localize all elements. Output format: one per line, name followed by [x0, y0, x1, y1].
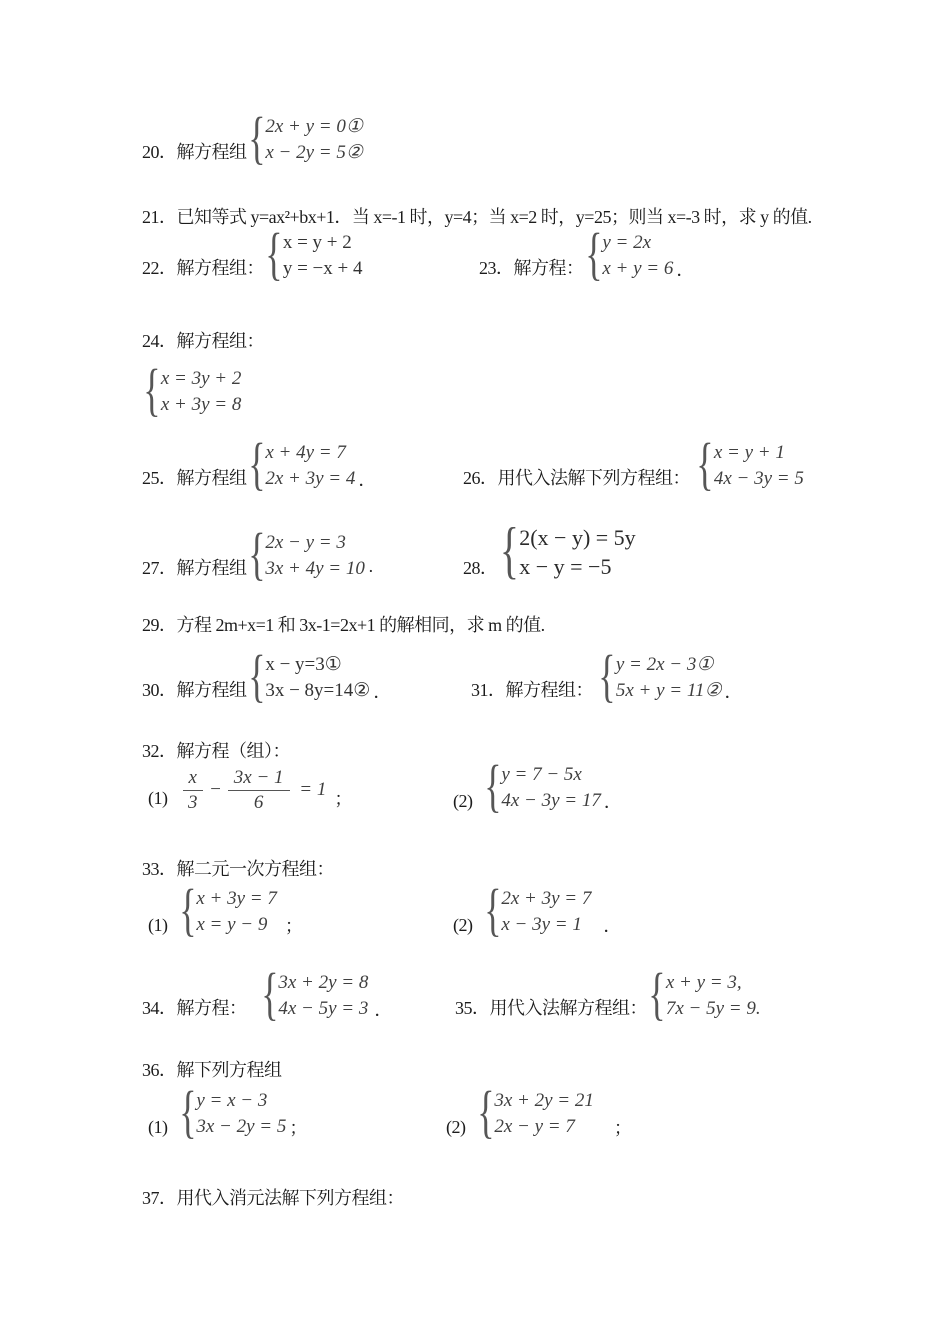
problem-26	[463, 431, 804, 496]
equation-line-1: 2(x − y) = 5y	[519, 525, 636, 551]
system-tail: ；	[284, 916, 303, 937]
problem-text: 已知等式 y=ax²+bx+1．当 x=-1 时，y=4；当 x=2 时，y=25；则当 x=-3 时，求 y 的值.	[176, 207, 812, 227]
problem-24	[142, 327, 264, 353]
problem-32-part-2	[453, 753, 622, 818]
fraction	[183, 766, 203, 814]
equation-line-2: 3x − 2y = 5	[196, 1115, 287, 1137]
equation-line-1: x + 4y = 7	[265, 441, 346, 463]
problem-text: 方程 2m+x=1 和 3x-1=2x+1 的解相同，求 m 的值.	[176, 615, 545, 635]
system-brace: {	[265, 221, 283, 286]
system-tail: ．	[374, 1000, 393, 1021]
equation-system	[247, 521, 374, 586]
equation-line-1: x = y + 1	[713, 441, 785, 463]
system-brace: {	[247, 521, 266, 586]
equation-line-2: x + y = 6	[602, 257, 674, 279]
problem-label: 解方程组：	[505, 680, 593, 701]
problem-label: 解方程组	[176, 680, 247, 701]
equation-column	[519, 523, 635, 581]
equation-column	[602, 230, 673, 282]
system-brace: {	[598, 643, 616, 708]
system-tail: ；	[613, 1118, 632, 1139]
problem-24-system	[142, 357, 242, 422]
fraction-numerator: 3x − 1	[228, 766, 290, 791]
equation-line-1: x − y=3①	[265, 653, 342, 675]
problem-28	[463, 514, 636, 585]
system-tail: ．	[373, 682, 392, 703]
operator-minus: −	[208, 779, 222, 800]
system-brace: {	[178, 877, 197, 942]
part-label: (2)	[453, 915, 473, 936]
problem-label: 解方程组	[176, 468, 247, 489]
fraction-numerator: x	[183, 766, 203, 791]
system-tail: ．	[358, 470, 377, 491]
problem-number: 31．	[471, 680, 506, 701]
equation-column	[265, 114, 363, 166]
equation-line-1: x = 3y + 2	[160, 367, 242, 389]
equation-line-1: x = y + 2	[282, 231, 352, 253]
equation-line-2: 3x + 4y = 10	[265, 557, 365, 579]
problem-label: 解方程（组）：	[176, 741, 290, 761]
equation-system	[247, 643, 392, 708]
equation-line-2: 3x − 8y=14②	[265, 679, 371, 701]
system-tail: ．	[724, 682, 743, 703]
problem-label: 解方程组	[176, 142, 247, 163]
equation-column	[265, 440, 355, 492]
problem-label: 用代入法解方程组：	[489, 998, 647, 1019]
equation-line-2: x + 3y = 8	[160, 393, 242, 415]
equation-line-2: x − 3y = 1	[501, 913, 582, 935]
problem-36	[142, 1056, 282, 1082]
equation-line-2: x = y − 9	[196, 913, 268, 935]
problem-number: 29．	[142, 615, 177, 635]
problem-31	[471, 643, 743, 708]
problem-32-part-1	[148, 766, 352, 814]
problem-30	[142, 643, 392, 708]
system-brace: {	[584, 221, 603, 286]
problem-label: 解方程组：	[176, 331, 264, 351]
equation-column	[714, 440, 804, 492]
problem-label: 解方程：	[176, 998, 247, 1019]
problem-number: 34．	[142, 998, 177, 1019]
equation-system	[247, 431, 377, 496]
system-tail: ．	[603, 792, 622, 813]
equation-column	[196, 886, 277, 938]
problem-label: 用代入法解下列方程组：	[497, 468, 690, 489]
part-label: (1)	[148, 788, 168, 808]
system-brace: {	[648, 961, 666, 1026]
equation-column	[265, 530, 365, 582]
equation-line-1: 2x − y = 3	[265, 531, 346, 553]
equation-line-2: 2x − y = 7	[494, 1115, 575, 1137]
problem-number: 35．	[455, 998, 490, 1019]
system-tail: ．	[676, 260, 695, 281]
problem-number: 33．	[142, 859, 177, 879]
part-label: (2)	[453, 791, 473, 812]
problem-23	[479, 221, 695, 286]
part-label: (1)	[148, 1117, 168, 1138]
equation-column	[501, 762, 601, 814]
equation-line-1: 3x + 2y = 21	[494, 1089, 594, 1111]
fraction	[228, 766, 290, 814]
problem-29	[142, 611, 545, 637]
problem-33-part-1	[148, 877, 303, 942]
system-brace: {	[247, 643, 266, 708]
problem-22	[142, 221, 363, 286]
equation-system	[483, 753, 622, 818]
equation-line-2: 4x − 5y = 3	[278, 997, 369, 1019]
system-tail: ；	[334, 789, 353, 809]
problem-label: 解方程组：	[176, 258, 264, 279]
equation-line-2: 5x + y = 11②	[615, 679, 722, 701]
system-brace: {	[696, 431, 714, 496]
system-brace: {	[476, 1079, 495, 1144]
problem-number: 32．	[142, 741, 177, 761]
problem-number: 25．	[142, 468, 177, 489]
fraction-denominator: 6	[253, 792, 264, 813]
problem-36-part-2	[446, 1079, 632, 1144]
part-label: (1)	[148, 915, 168, 936]
system-tail: ．	[603, 916, 622, 937]
equation-system	[648, 961, 761, 1026]
system-brace: {	[499, 514, 519, 585]
problem-37	[142, 1184, 404, 1210]
equation-system	[143, 357, 242, 422]
problem-number: 26．	[463, 468, 498, 489]
problem-label: 解二元一次方程组：	[176, 859, 334, 879]
equation-line-1: y = 2x	[602, 231, 652, 253]
equation-system	[696, 431, 804, 496]
problem-label: 解方程组	[176, 558, 247, 579]
part-label: (2)	[446, 1117, 466, 1138]
problem-label: 用代入消元法解下列方程组：	[176, 1188, 404, 1208]
problem-33-part-2	[453, 877, 622, 942]
system-brace: {	[247, 431, 266, 496]
problem-25	[142, 431, 377, 496]
equation-system	[598, 643, 743, 708]
system-brace: {	[178, 1079, 197, 1144]
problem-20	[142, 105, 363, 170]
system-brace: {	[483, 877, 502, 942]
problem-27	[142, 521, 374, 586]
equation-system	[499, 514, 636, 585]
equation-line-1: x + y = 3,	[665, 971, 742, 993]
problem-number: 22．	[142, 258, 177, 279]
equation-line-2: 7x − 5y = 9.	[665, 997, 761, 1019]
problem-number: 30．	[142, 680, 177, 701]
equation-line-1: y = 7 − 5x	[501, 763, 582, 785]
equation-line-1: y = x − 3	[196, 1089, 268, 1111]
problem-label: 解下列方程组	[176, 1060, 282, 1080]
equation-column	[278, 970, 368, 1022]
system-brace: {	[260, 961, 279, 1026]
equation-line-2: 4x − 3y = 5	[713, 467, 804, 489]
equation-system	[476, 1079, 632, 1144]
equation-expression	[178, 766, 327, 814]
equation-column	[265, 652, 370, 704]
problem-36-part-1	[148, 1079, 308, 1144]
equation-column	[196, 1088, 286, 1140]
equation-line-2: 4x − 3y = 17	[501, 789, 601, 811]
equation-line-2: y = −x + 4	[282, 257, 363, 279]
problem-number: 23．	[479, 258, 514, 279]
problem-number: 36．	[142, 1060, 177, 1080]
equation-column	[666, 970, 761, 1022]
problem-number: 24．	[142, 331, 177, 351]
problem-number: 37．	[142, 1188, 177, 1208]
equation-line-1: 2x + y = 0①	[265, 115, 363, 137]
equation-column	[283, 230, 363, 282]
equation-column	[616, 652, 722, 704]
equation-line-1: x + 3y = 7	[196, 887, 277, 909]
system-tail: ·	[367, 561, 374, 582]
problem-number: 27．	[142, 558, 177, 579]
fraction-denominator: 3	[187, 792, 198, 813]
equation-line-2: 2x + 3y = 4	[265, 467, 356, 489]
problem-number: 20．	[142, 142, 177, 163]
equation-rhs: = 1	[294, 779, 327, 800]
equation-column	[161, 366, 242, 418]
problem-32	[142, 737, 290, 763]
equation-line-1: y = 2x − 3①	[615, 653, 714, 675]
problem-34	[142, 961, 393, 1026]
equation-system	[483, 877, 622, 942]
equation-line-2: x − y = −5	[519, 554, 612, 580]
equation-column	[501, 886, 591, 938]
problem-number: 28．	[463, 557, 498, 578]
equation-line-1: 3x + 2y = 8	[278, 971, 369, 993]
system-tail: ；	[289, 1118, 308, 1139]
problem-33	[142, 855, 334, 881]
problem-number: 21．	[142, 207, 177, 227]
system-brace: {	[143, 357, 161, 422]
system-brace: {	[247, 105, 266, 170]
equation-system	[265, 221, 363, 286]
equation-system	[584, 221, 695, 286]
equation-line-1: 2x + 3y = 7	[501, 887, 592, 909]
equation-column	[494, 1088, 594, 1140]
equation-system	[178, 1079, 308, 1144]
problem-label: 解方程：	[513, 258, 584, 279]
equation-system	[260, 961, 393, 1026]
equation-system	[178, 877, 303, 942]
system-brace: {	[483, 753, 502, 818]
equation-line-2: x − 2y = 5②	[265, 141, 363, 163]
equation-system	[247, 105, 363, 170]
problem-35	[455, 961, 761, 1026]
